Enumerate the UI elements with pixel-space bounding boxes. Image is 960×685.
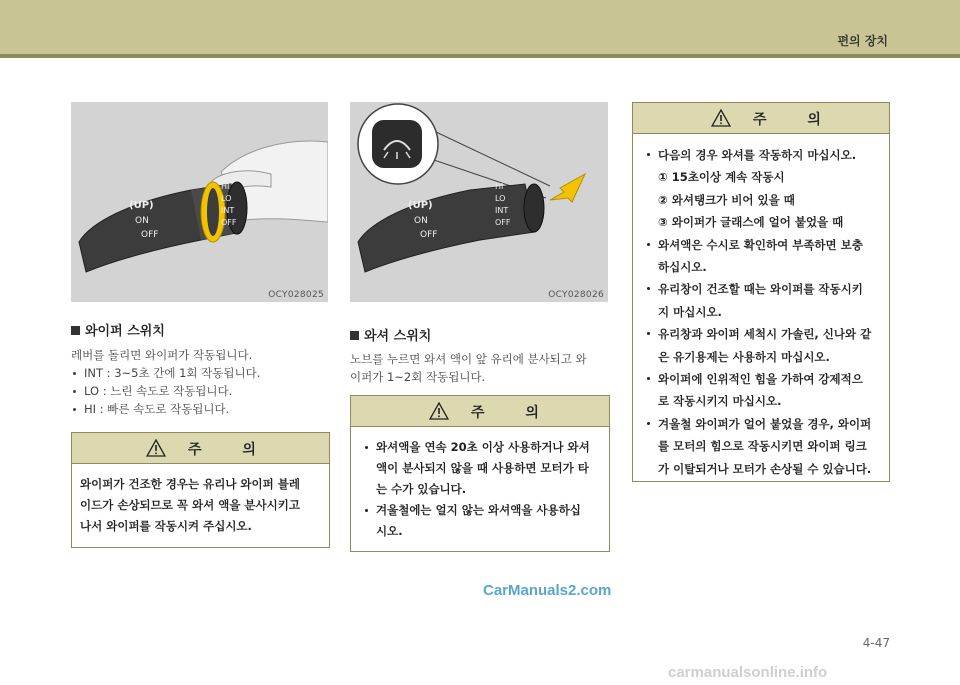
lever-label-off: OFF — [420, 230, 438, 240]
lever-label-hi: HI — [495, 182, 504, 191]
caution-list — [645, 144, 879, 480]
washer-switch-description — [350, 350, 608, 386]
lever-label-wiper-off: OFF — [221, 218, 237, 227]
list-item: 겨울철에는 얼지 않는 와셔액을 사용하십 시오. — [363, 500, 599, 542]
photo-code: OCY028025 — [268, 290, 324, 300]
wiper-caution-box — [71, 432, 330, 548]
washer-switch-heading: 와셔 스위치 — [350, 325, 431, 344]
square-bullet-icon — [350, 331, 359, 340]
caution-title: 주 의 — [753, 112, 839, 128]
list-item: 와셔액을 연속 20초 이상 사용하거나 와셔 액이 분사되지 않을 때 사용하면 모터가 타 는 수가 있습니다. — [363, 437, 599, 500]
wiper-switch-description — [71, 346, 328, 418]
wiper-switch-heading: 와이퍼 스위치 — [71, 320, 165, 339]
list-item: HI : 빠른 속도로 작동됩니다. — [71, 400, 328, 418]
lever-label-lo: LO — [221, 194, 232, 203]
caution-title: 주 의 — [188, 442, 274, 458]
lever-label-int: INT — [495, 206, 509, 215]
section-title: 편의 장치 — [837, 34, 888, 48]
lever-label-on: ON — [414, 216, 428, 226]
lever-label-on: ON — [135, 216, 149, 226]
wiper-switch-photo — [71, 102, 328, 302]
caution-header — [72, 433, 329, 464]
list-item: 와이퍼에 인위적인 힘을 가하여 강제적으 로 작동시키지 마십시오. — [645, 368, 879, 413]
washer-intro-line: 노브를 누르면 와셔 액이 앞 유리에 분사되고 와 — [350, 352, 587, 366]
photo-code: OCY028026 — [548, 290, 604, 300]
caution-content — [351, 427, 609, 552]
caution-line: 이드가 손상되므로 꼭 와셔 액을 분사시키고 — [80, 498, 300, 512]
wiper-mode-list — [71, 364, 328, 418]
sub-item: ① 15초이상 계속 작동시 — [658, 170, 785, 185]
square-bullet-icon — [71, 326, 80, 335]
lever-label-up: (UP) — [408, 200, 433, 211]
caution-line: 나서 와이퍼를 작동시켜 주십시오. — [80, 519, 252, 533]
washer-caution-box — [350, 395, 610, 552]
washer-usage-caution-box — [632, 102, 890, 482]
list-item: LO : 느린 속도로 작동됩니다. — [71, 382, 328, 400]
lever-label-hi: HI — [221, 182, 230, 191]
wiper-intro: 레버를 돌리면 와이퍼가 작동됩니다. — [71, 348, 253, 362]
caution-line: 와이퍼가 건조한 경우는 유리나 와이퍼 블레 — [80, 477, 300, 491]
caution-list — [363, 437, 599, 542]
warning-icon — [711, 109, 731, 127]
lever-label-lo: LO — [495, 194, 506, 203]
washer-switch-photo — [350, 102, 608, 302]
list-item: 유리창과 와이퍼 세척시 가솔린, 신나와 같 은 유기용제는 사용하지 마십시오. — [645, 323, 879, 368]
washer-intro-line: 이퍼가 1~2회 작동됩니다. — [350, 370, 486, 384]
footer-watermark: carmanualsonline.info — [668, 664, 828, 681]
sub-item: ③ 와이퍼가 글래스에 얼어 붙었을 때 — [658, 215, 844, 230]
lever-label-off: OFF — [141, 230, 159, 240]
caution-content — [633, 134, 889, 490]
caution-header — [633, 103, 889, 134]
warning-icon — [146, 439, 166, 457]
list-item: 유리창이 건조할 때는 와이퍼를 작동시키 지 마십시오. — [645, 278, 879, 323]
caution-header — [351, 396, 609, 427]
caution-title: 주 의 — [471, 405, 557, 421]
lever-label-wiper-off: OFF — [495, 218, 511, 227]
lever-label-int: INT — [221, 206, 235, 215]
page-number: 4-47 — [862, 636, 890, 650]
caution-content — [72, 464, 329, 547]
list-item: 겨울철 와이퍼가 얼어 붙었을 경우, 와이퍼 를 모터의 힘으로 작동시키면 와이퍼 링크 가 이탈되거나 모터가 손상될 수 있습니다. — [645, 413, 879, 480]
watermark-link[interactable]: CarManuals2.com — [483, 582, 612, 599]
list-item: INT : 3~5초 간에 1회 작동됩니다. — [71, 364, 328, 382]
list-item: 와셔액은 수시로 확인하여 부족하면 보충 하십시오. — [645, 234, 879, 279]
sub-item: ② 와셔탱크가 비어 있을 때 — [658, 192, 795, 207]
header-band — [0, 0, 960, 54]
header-rule — [0, 54, 960, 58]
lever-label-up: (UP) — [129, 200, 154, 211]
warning-icon — [429, 402, 449, 420]
list-item: 다음의 경우 와셔를 작동하지 마십시오. ① 15초이상 계속 작동시 ② 와셔탱크가 비어 있을 때 ③ 와이퍼가 글래스에 얼어 붙었을 때 — [645, 144, 879, 234]
